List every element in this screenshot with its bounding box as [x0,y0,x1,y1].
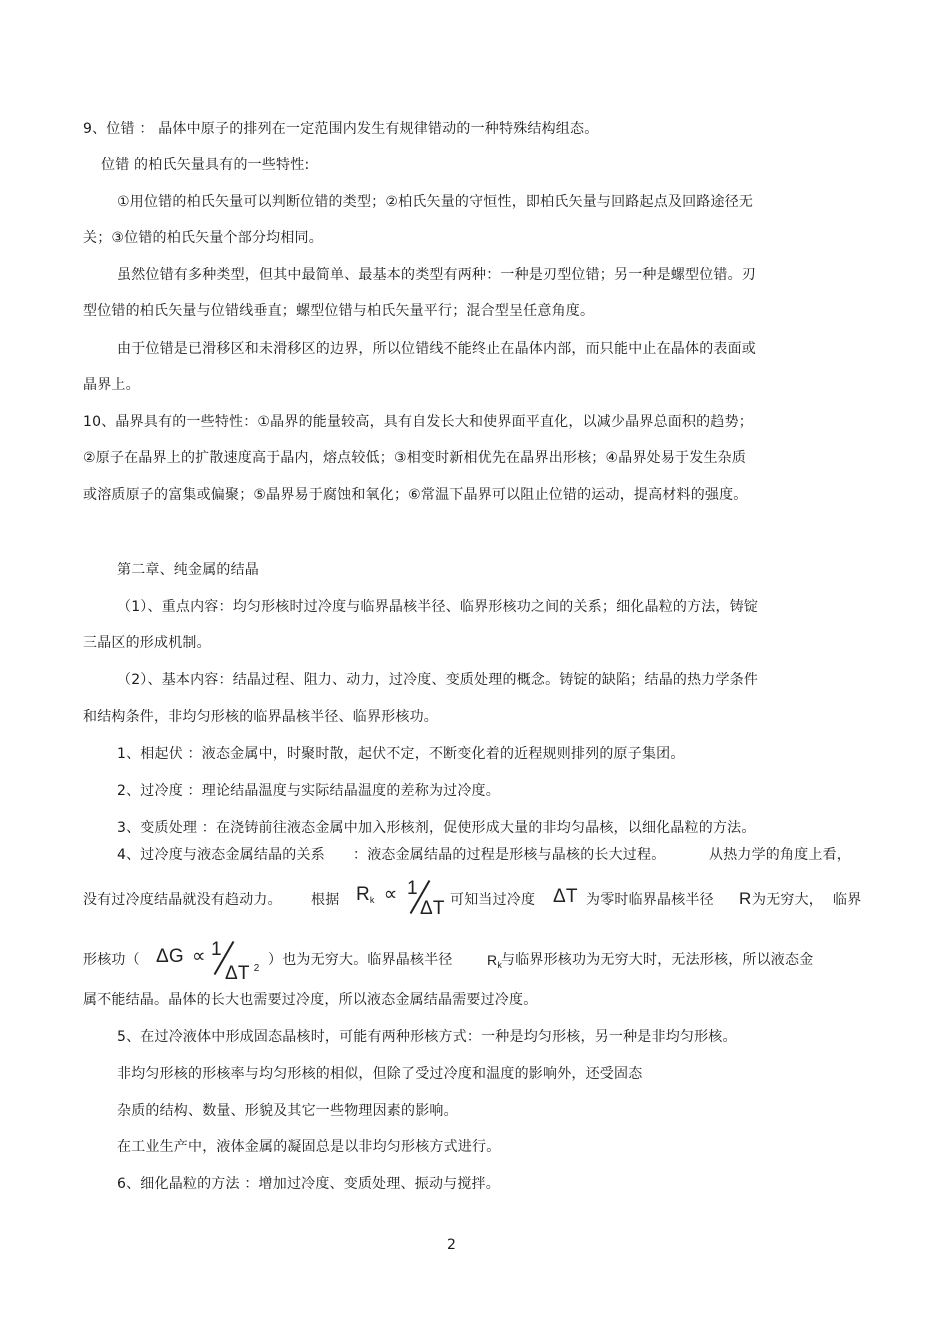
line: 与临界形核功为无穷大时，无法形核，所以液态金 [501,952,814,968]
formula-dg: ΔG ∝ [156,946,206,967]
line: 根据 [311,892,340,908]
formula-rk: $R_k$ ∝ [356,884,398,905]
line: 属不能结晶。晶体的长大也需要过冷度，所以液态金属结晶需要过冷度。 [83,992,538,1008]
line: 由于位错是已滑移区和未滑移区的边界，所以位错线不能终止在晶体内部，而只能中止在晶体的表面或 [117,341,756,357]
chapter-heading: 第二章、纯金属的结晶 [117,562,259,578]
formula-rk-2: $R_k$ [487,952,503,970]
line: 非均匀形核的形核率与均匀形核的相似，但除了受过冷度和温度的影响外，还受固态 [117,1066,643,1082]
line: 从热力学的角度上看， [709,847,851,863]
line: 位错 的柏氏矢量具有的一些特性: [101,157,310,173]
line: 6、细化晶粒的方法 ：增加过冷度、变质处理、振动与搅拌。 [117,1176,500,1192]
line: 杂质的结构、数量、形貌及其它一些物理因素的影响。 [117,1103,458,1119]
line: 关；③位错的柏氏矢量个部分均相同。 [83,230,323,246]
line: 为无穷大， [752,892,823,908]
line: 或溶质原子的富集或偏聚；⑤晶界易于腐蚀和氧化；⑥常温下晶界可以阻止位错的运动，提高材料的强度。 [83,487,748,503]
line: 形核功（ [83,952,140,968]
line: 三晶区的形成机制。 [83,635,211,651]
line: 10、晶界具有的一些特性：①晶界的能量较高，具有自发长大和使界面平直化，以减少晶界总面积的趋势； [83,414,753,430]
line: 2、过冷度 ：理论结晶温度与实际结晶温度的差称为过冷度。 [117,783,500,799]
line: 4、过冷度与液态金属结晶的关系 [117,847,325,863]
line: （2）、基本内容：结晶过程、阻力、动力，过冷度、变质处理的概念。铸锭的缺陷；结晶的热力学条件 [117,672,759,688]
line: ①用位错的柏氏矢量可以判断位错的类型；②柏氏矢量的守恒性，即柏氏矢量与回路起点及回路途径无 [117,194,754,210]
line: 晶界上。 [83,377,140,393]
line: ：液态金属结晶的过程是形核与晶核的长大过程。 [353,847,666,863]
line: 1、相起伏 ：液态金属中，时聚时散，起伏不定，不断变化着的近程规则排列的原子集团。 [117,746,685,762]
formula-r: R [739,889,752,908]
line: ）也为无穷大。临界晶核半径 [268,952,453,968]
line: 可知当过冷度 [450,892,536,908]
line: 虽然位错有多种类型，但其中最简单、最基本的类型有两种：一种是刃型位错；另一种是螺型位错。刃 [117,267,756,283]
page-number: 2 [447,1237,456,1253]
line: 5、在过冷液体中形成固态晶核时，可能有两种形核方式：一种是均匀形核，另一种是非均匀形核。 [117,1029,737,1045]
line: 3、变质处理 ：在浇铸前往液态金属中加入形核剂，促使形成大量的非均匀晶核，以细化晶粒的方法。 [117,820,756,836]
formula-numerator-2: 1 [211,939,222,960]
line: 9、位错 ： 晶体中原子的排列在一定范围内发生有规律错动的一种特殊结构组态。 [83,121,599,137]
line: 型位错的柏氏矢量与位错线垂直；螺型位错与柏氏矢量平行；混合型呈任意角度。 [83,303,595,319]
line: （1）、重点内容：均匀形核时过冷度与临界晶核半径、临界形核功之间的关系；细化晶粒的方法，铸锭 [117,599,759,615]
line: 在工业生产中，液体金属的凝固总是以非均匀形核方式进行。 [117,1139,501,1155]
formula-numerator: 1 [407,878,418,899]
formula-denominator-2: ΔT $^2$ [225,963,260,984]
formula-delta-t: ΔT [553,886,578,907]
line: ②原子在晶界上的扩散速度高于晶内，熔点较低；③相变时新相优先在晶界出形核；④晶界处易于发生杂质 [83,450,747,466]
formula-denominator: ΔT [420,898,445,919]
line: 没有过冷度结晶就没有趋动力。 [83,892,282,908]
line: 临界 [833,892,862,908]
line: 为零时临界晶核半径 [586,892,714,908]
line: 和结构条件，非均匀形核的临界晶核半径、临界形核功。 [83,709,438,725]
